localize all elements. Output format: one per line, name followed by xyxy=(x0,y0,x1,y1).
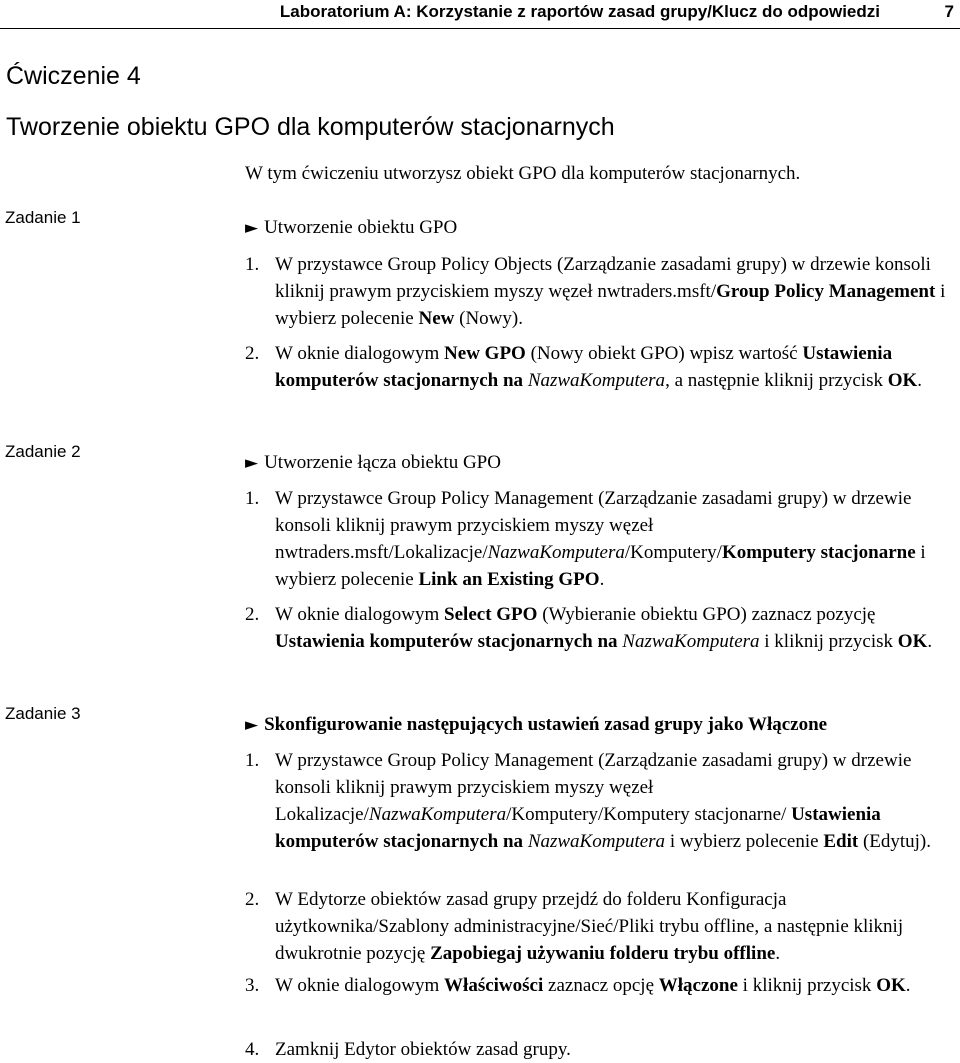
step-item xyxy=(245,886,950,967)
text-run: . xyxy=(905,975,911,996)
text-run: . xyxy=(599,569,605,590)
task-heading-2 xyxy=(245,452,501,474)
step-number: 2. xyxy=(245,343,260,364)
exercise-number: Ćwiczenie 4 xyxy=(6,62,141,90)
step-item xyxy=(245,251,950,332)
text-run: W oknie dialogowym xyxy=(275,604,445,625)
step-number: 1. xyxy=(245,254,260,275)
step-item xyxy=(245,601,950,655)
text-run: W oknie dialogowym xyxy=(275,975,445,996)
text-run: W oknie dialogowym xyxy=(275,343,445,364)
text-run: . xyxy=(775,943,781,964)
task-heading-text: Utworzenie łącza obiektu GPO xyxy=(264,452,501,473)
task-label-1: Zadanie 1 xyxy=(5,208,81,227)
text-run: i kliknij przycisk xyxy=(759,631,898,652)
text-run: i kliknij przycisk xyxy=(737,975,877,996)
italic-text: NazwaKomputera xyxy=(527,831,666,852)
task-label-2: Zadanie 2 xyxy=(5,442,81,461)
step-text xyxy=(275,485,950,593)
text-run: . xyxy=(927,631,933,652)
exercise-intro: W tym ćwiczeniu utworzysz obiekt GPO dla komputerów stacjonarnych. xyxy=(245,163,801,184)
text-run: /Komputery/ xyxy=(624,542,722,563)
arrow-right-icon: ► xyxy=(245,218,259,238)
task-heading-1 xyxy=(245,217,457,239)
text-run: zaznacz opcję xyxy=(543,975,659,996)
task-label-3: Zadanie 3 xyxy=(5,704,81,723)
italic-text: NazwaKomputera xyxy=(487,542,625,563)
text-run: i wybierz polecenie xyxy=(275,281,946,329)
arrow-right-icon: ► xyxy=(245,453,259,473)
text-run: (Nowy obiekt GPO) wpisz wartość xyxy=(525,343,803,364)
step-number: 3. xyxy=(245,975,260,996)
bold-text: Właściwości xyxy=(444,975,544,996)
step-item xyxy=(245,340,950,394)
text-run: W przystawce Group Policy Management (Zarządzanie zasadami grupy) w drzewie konsoli kliknij prawym przyciskiem myszy węzeł Lokalizacje/ xyxy=(275,750,912,825)
bold-text: Group Policy Management xyxy=(716,281,936,302)
page-number: 7 xyxy=(944,2,954,21)
step-text xyxy=(275,886,950,967)
text-run: i wybierz polecenie xyxy=(275,542,926,590)
arrow-right-icon: ► xyxy=(245,715,259,735)
task-heading-3 xyxy=(245,714,827,736)
text-run: (Nowy). xyxy=(454,308,523,329)
text-run: Zamknij Edytor obiektów zasad grupy. xyxy=(275,1039,571,1060)
text-run: W przystawce Group Policy Objects (Zarządzanie zasadami grupy) w drzewie konsoli kliknij prawym przyciskiem myszy węzeł nwtraders.msft/ xyxy=(275,254,931,302)
bold-text: Link an Existing GPO xyxy=(418,569,600,590)
bold-text: Zapobiegaj używaniu folderu trybu offline xyxy=(430,943,776,964)
italic-text: NazwaKomputera xyxy=(527,370,666,391)
text-run: i wybierz polecenie xyxy=(665,831,824,852)
step-text xyxy=(275,251,950,332)
exercise-title: Tworzenie obiektu GPO dla komputerów stacjonarnych xyxy=(6,113,615,141)
text-run: . xyxy=(917,370,923,391)
step-text xyxy=(275,747,950,855)
step-text xyxy=(275,1036,950,1063)
text-run: (Wybieranie obiektu GPO) zaznacz pozycję xyxy=(537,604,876,625)
step-item xyxy=(245,747,950,855)
bold-text: Włączone xyxy=(658,975,738,996)
bold-text: New xyxy=(418,308,455,329)
step-number: 2. xyxy=(245,604,260,625)
bold-text: New GPO xyxy=(444,343,526,364)
step-number: 1. xyxy=(245,488,260,509)
step-item xyxy=(245,1036,950,1063)
step-text xyxy=(275,601,950,655)
text-run: /Komputery/Komputery stacjonarne/ xyxy=(506,804,792,825)
task-heading-text: Skonfigurowanie następujących ustawień zasad grupy jako Włączone xyxy=(264,714,828,735)
text-run: W Edytorze obiektów zasad grupy przejdź do folderu Konfiguracja użytkownika/Szablony administracyjne/Sieć/Pliki trybu offline, a następnie kliknij dwukrotnie pozycję xyxy=(275,889,904,964)
bold-text: Select GPO xyxy=(444,604,538,625)
italic-text: NazwaKomputera xyxy=(368,804,507,825)
text-run: , a następnie kliknij przycisk xyxy=(665,370,888,391)
bold-text: OK xyxy=(887,370,918,391)
text-run: W przystawce Group Policy Management (Zarządzanie zasadami grupy) w drzewie konsoli kliknij prawym przyciskiem myszy węzeł nwtraders.msft/Lokalizacje/ xyxy=(275,488,912,563)
bold-text: Ustawienia komputerów stacjonarnych na xyxy=(275,631,623,652)
step-text xyxy=(275,340,950,394)
step-number: 2. xyxy=(245,889,260,910)
task-heading-text: Utworzenie obiektu GPO xyxy=(264,217,458,238)
page-header xyxy=(0,0,960,29)
bold-text: Komputery stacjonarne xyxy=(721,542,916,563)
header-title: Laboratorium A: Korzystanie z raportów zasad grupy/Klucz do odpowiedzi xyxy=(279,2,880,21)
step-number: 4. xyxy=(245,1039,260,1060)
bold-text: Ustawienia komputerów stacjonarnych na xyxy=(275,343,893,391)
step-item xyxy=(245,485,950,593)
step-item xyxy=(245,972,950,999)
text-run: (Edytuj). xyxy=(858,831,932,852)
bold-text: OK xyxy=(876,975,906,996)
bold-text: Ustawienia komputerów stacjonarnych na xyxy=(275,804,881,852)
bold-text: OK xyxy=(897,631,928,652)
step-text xyxy=(275,972,950,999)
bold-text: Edit xyxy=(823,831,859,852)
italic-text: NazwaKomputera xyxy=(622,631,760,652)
step-number: 1. xyxy=(245,750,260,771)
